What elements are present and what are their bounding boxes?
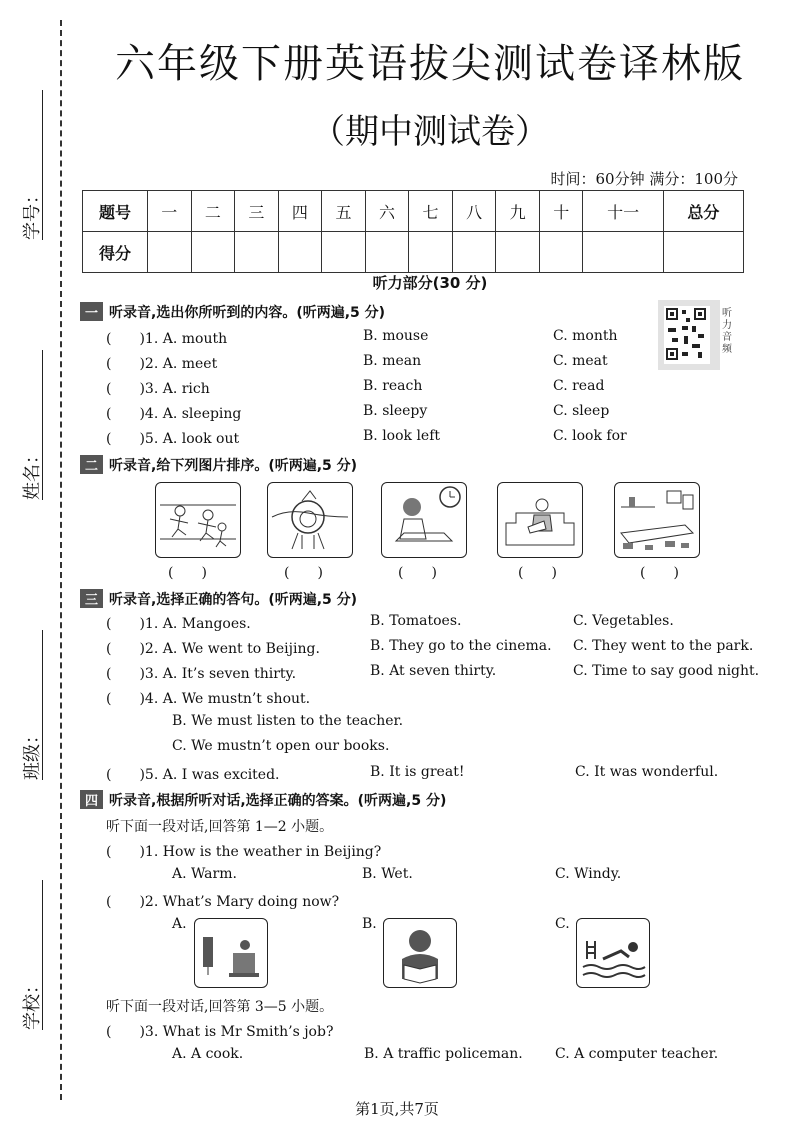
s1-q1-c: C. month xyxy=(553,328,618,344)
s1-q5: ( )5. A. look out xyxy=(106,431,240,447)
s2-blank-2[interactable]: ( ) xyxy=(284,565,323,581)
section-1-heading xyxy=(80,302,385,322)
score-table xyxy=(82,190,744,273)
person-reading-sofa-picture xyxy=(497,482,583,558)
s4-q3-b: B. A traffic policeman. xyxy=(364,1046,523,1062)
qr-code-icon[interactable] xyxy=(658,300,720,370)
school-label: 学校： xyxy=(22,976,43,1030)
s3-q2: ( )2. A. We went to Beijing. xyxy=(106,641,320,657)
s1-q3: ( )3. A. rich xyxy=(106,381,210,397)
score-cell[interactable] xyxy=(365,232,409,273)
s4-q1-a: A. Warm. xyxy=(172,866,237,882)
binding-dashed-line xyxy=(60,20,62,1100)
s3-q3-c: C. Time to say good night. xyxy=(573,663,760,679)
score-header-cell: 二 xyxy=(191,191,235,232)
score-cell[interactable] xyxy=(452,232,496,273)
s1-q1: ( )1. A. mouth xyxy=(106,331,228,347)
swimming-icon xyxy=(576,918,650,988)
s1-q4-c: C. sleep xyxy=(553,403,610,419)
score-table-header-row xyxy=(83,191,744,232)
s4-q3-c: C. A computer teacher. xyxy=(555,1046,719,1062)
s4-q2-a-label: A. xyxy=(172,916,187,932)
score-header-cell: 四 xyxy=(278,191,322,232)
s1-q2: ( )2. A. meet xyxy=(106,356,218,372)
section-number-badge: 三 xyxy=(80,589,103,608)
section-number-badge: 四 xyxy=(80,790,103,809)
s3-q1-b: B. Tomatoes. xyxy=(370,613,462,629)
qr-label: 听力音频 xyxy=(722,308,732,355)
s3-q3: ( )3. A. It’s seven thirty. xyxy=(106,666,297,682)
boy-writing-picture xyxy=(381,482,467,558)
score-cell[interactable] xyxy=(235,232,279,273)
s4-q2-c-label: C. xyxy=(555,916,570,932)
section-title: 听录音,根据所听对话,选择正确的答案。(听两遍,5 分) xyxy=(109,793,447,809)
score-row-label: 得分 xyxy=(83,232,148,273)
score-header-cell: 八 xyxy=(452,191,496,232)
s3-q4-b: B. We must listen to the teacher. xyxy=(172,713,404,729)
s2-blank-4[interactable]: ( ) xyxy=(518,565,557,581)
score-header-cell: 五 xyxy=(322,191,366,232)
s4-q1-c: C. Windy. xyxy=(555,866,622,882)
score-cell[interactable] xyxy=(409,232,453,273)
s4-q2: ( )2. What’s Mary doing now? xyxy=(106,894,340,910)
score-cell[interactable] xyxy=(583,232,663,273)
section-3-heading xyxy=(80,589,357,609)
s3-q1-c: C. Vegetables. xyxy=(573,613,674,629)
s1-q5-b: B. look left xyxy=(363,428,441,444)
class-label: 班级： xyxy=(22,726,43,780)
s4-intro-2: 听下面一段对话,回答第 3—5 小题。 xyxy=(106,999,334,1015)
s4-q2-b-label: B. xyxy=(362,916,377,932)
section-2-heading xyxy=(80,455,357,475)
s4-q3-a: A. A cook. xyxy=(172,1046,244,1062)
s3-q3-b: B. At seven thirty. xyxy=(370,663,497,679)
s1-q3-b: B. reach xyxy=(363,378,423,394)
score-header-cell: 三 xyxy=(235,191,279,232)
s4-q1-b: B. Wet. xyxy=(362,866,413,882)
s1-q3-c: C. read xyxy=(553,378,605,394)
s3-q1: ( )1. A. Mangoes. xyxy=(106,616,251,632)
score-header-cell: 题号 xyxy=(83,191,148,232)
s1-q2-c: C. meat xyxy=(553,353,608,369)
score-header-cell: 总分 xyxy=(663,191,743,232)
score-cell[interactable] xyxy=(663,232,743,273)
s1-q5-c: C. look for xyxy=(553,428,627,444)
score-header-cell: 六 xyxy=(365,191,409,232)
score-table-score-row xyxy=(83,232,744,273)
s4-q1: ( )1. How is the weather in Beijing? xyxy=(106,844,382,860)
score-header-cell: 一 xyxy=(148,191,192,232)
class-field xyxy=(14,630,54,780)
s2-blank-3[interactable]: ( ) xyxy=(398,565,437,581)
s2-blank-1[interactable]: ( ) xyxy=(168,565,207,581)
s3-q4-c: C. We mustn’t open our books. xyxy=(172,738,390,754)
score-header-cell: 九 xyxy=(496,191,540,232)
s1-q4: ( )4. A. sleeping xyxy=(106,406,242,422)
name-field xyxy=(14,350,54,500)
score-cell[interactable] xyxy=(539,232,583,273)
s1-q4-b: B. sleepy xyxy=(363,403,428,419)
section-number-badge: 二 xyxy=(80,455,103,474)
score-cell[interactable] xyxy=(496,232,540,273)
s3-q5-c: C. It was wonderful. xyxy=(575,764,719,780)
student-number-field xyxy=(14,90,54,240)
student-number-label: 学号： xyxy=(22,186,43,240)
score-cell[interactable] xyxy=(191,232,235,273)
s3-q5-b: B. It is great! xyxy=(370,764,465,780)
section-title: 听录音,选出你所听到的内容。(听两遍,5 分) xyxy=(109,305,386,321)
section-title: 听录音,给下列图片排序。(听两遍,5 分) xyxy=(109,458,358,474)
s4-intro-1: 听下面一段对话,回答第 1—2 小题。 xyxy=(106,819,334,835)
score-header-cell: 七 xyxy=(409,191,453,232)
score-cell[interactable] xyxy=(148,232,192,273)
s3-q2-b: B. They go to the cinema. xyxy=(370,638,552,654)
score-header-cell: 十一 xyxy=(583,191,663,232)
s2-blank-5[interactable]: ( ) xyxy=(640,565,679,581)
s3-q4: ( )4. A. We mustn’t shout. xyxy=(106,691,311,707)
s1-q2-b: B. mean xyxy=(363,353,422,369)
page-title: 六年级下册英语拔尖测试卷译林版 xyxy=(115,41,745,87)
name-label: 姓名： xyxy=(22,446,43,500)
school-field xyxy=(14,880,54,1030)
score-cell[interactable] xyxy=(322,232,366,273)
listening-heading: 听力部分(30 分) xyxy=(372,274,488,292)
s1-q1-b: B. mouse xyxy=(363,328,429,344)
section-number-badge: 一 xyxy=(80,302,103,321)
page-footer: 第1页,共7页 xyxy=(355,1100,439,1118)
watching-tv-icon xyxy=(194,918,268,988)
section-4-heading xyxy=(80,790,446,810)
time-info: 时间：60分钟 满分：100分 xyxy=(550,170,738,188)
reading-book-icon xyxy=(383,918,457,988)
score-header-cell: 十 xyxy=(539,191,583,232)
running-children-picture xyxy=(155,482,241,558)
section-title: 听录音,选择正确的答句。(听两遍,5 分) xyxy=(109,592,358,608)
score-cell[interactable] xyxy=(278,232,322,273)
s3-q2-c: C. They went to the park. xyxy=(573,638,754,654)
s3-q5: ( )5. A. I was excited. xyxy=(106,767,280,783)
lion-picture xyxy=(267,482,353,558)
messy-room-picture xyxy=(614,482,700,558)
s4-q3: ( )3. What is Mr Smith’s job? xyxy=(106,1024,334,1040)
page-subtitle: （期中测试卷） xyxy=(311,112,549,152)
